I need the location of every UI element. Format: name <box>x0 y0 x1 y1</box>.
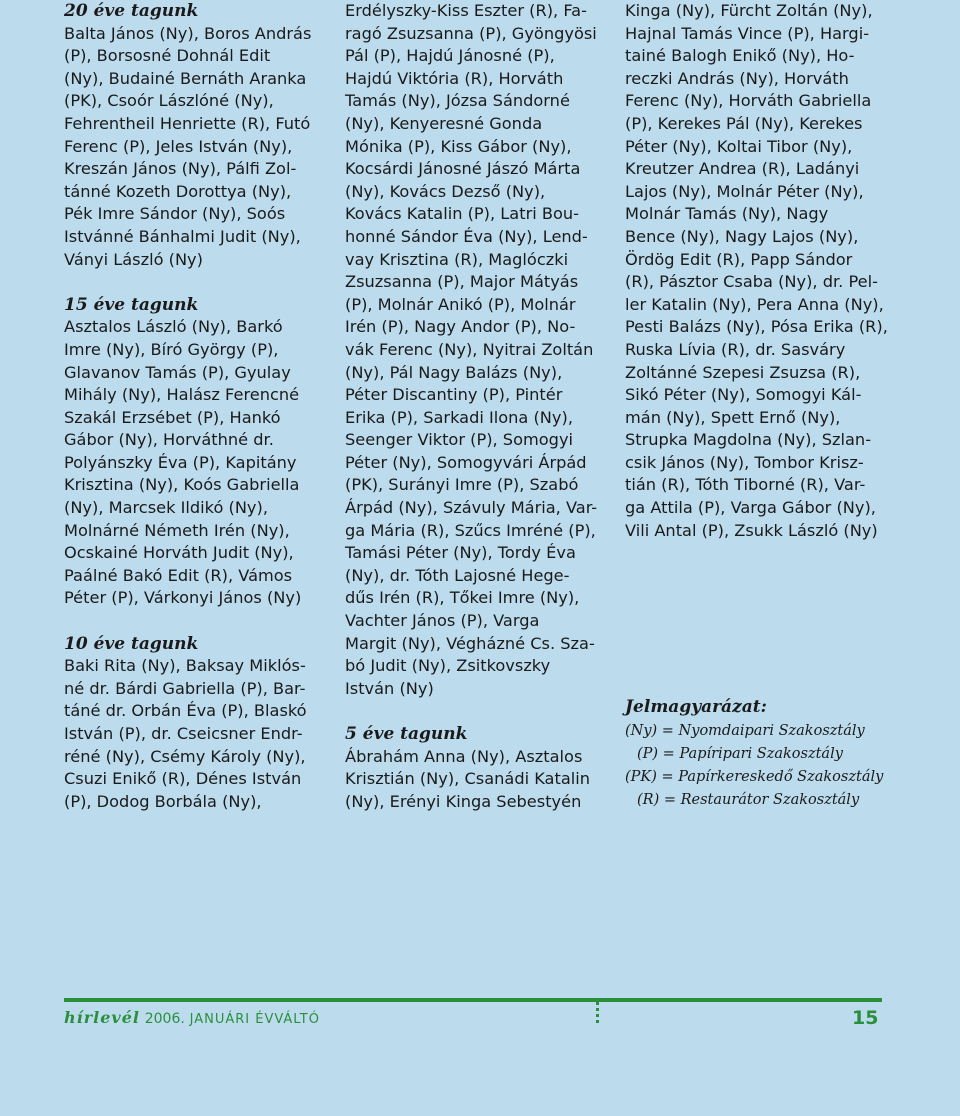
text-line: Péter (Ny), Somogyvári Árpád <box>345 452 587 472</box>
text-line: Molnárné Németh Irén (Ny), <box>64 520 290 540</box>
text-line: (PK), Surányi Imre (P), Szabó <box>345 475 579 495</box>
footer-issue: JANUÁRI ÉVVÁLTÓ <box>189 1012 320 1027</box>
text-line: ler Katalin (Ny), Pera Anna (Ny), <box>625 294 884 314</box>
text-line: Kovács Katalin (P), Latri Bou- <box>345 204 579 224</box>
text-line: táné dr. Orbán Éva (P), Blaskó <box>64 701 307 721</box>
text-line: Csuzi Enikő (R), Dénes István <box>64 769 302 789</box>
text-line: vay Krisztina (R), Maglóczki <box>345 249 569 269</box>
footer-brand: hírlevél <box>64 1008 140 1027</box>
text-line: (Ny), Kenyeresné Gonda <box>345 113 543 133</box>
section-heading: 5 éve tagunk <box>345 724 468 744</box>
text-line: Vili Antal (P), Zsukk László (Ny) <box>625 520 878 540</box>
text-line: Glavanov Tamás (P), Gyulay <box>64 362 291 382</box>
text-line: (P), Dodog Borbála (Ny), <box>64 791 262 811</box>
legend-item-ny: (Ny) = Nyomdaipari Szakosztály <box>625 723 865 739</box>
column-3 <box>625 0 915 542</box>
text-line: Ferenc (P), Jeles István (Ny), <box>64 136 293 156</box>
footer-masthead <box>64 1008 320 1027</box>
legend-item-p: (P) = Papíripari Szakosztály <box>637 746 843 762</box>
text-line: dűs Irén (R), Tőkei Imre (Ny), <box>345 588 580 608</box>
text-line: Irén (P), Nagy Andor (P), No- <box>345 317 576 337</box>
text-line: Ványi László (Ny) <box>64 249 203 269</box>
section-heading: 20 éve tagunk <box>64 1 199 21</box>
text-line: Ábrahám Anna (Ny), Asztalos <box>345 746 583 766</box>
text-line: Pál (P), Hajdú Jánosné (P), <box>345 46 555 66</box>
text-line: Kinga (Ny), Fürcht Zoltán (Ny), <box>625 1 873 20</box>
text-line: ga Attila (P), Varga Gábor (Ny), <box>625 498 876 518</box>
text-line: (Ny), Kovács Dezső (Ny), <box>345 181 546 201</box>
section-gap <box>345 700 617 723</box>
text-line: Sikó Péter (Ny), Somogyi Kál- <box>625 385 862 405</box>
text-line: Erdélyszky-Kiss Eszter (R), Fa- <box>345 1 587 20</box>
section-gap <box>64 610 336 633</box>
text-line: Tamás (Ny), Józsa Sándorné <box>345 91 570 111</box>
text-line: Paálné Bakó Edit (R), Vámos <box>64 565 293 585</box>
legend-item-pk: (PK) = Papírkereskedő Szakosztály <box>625 769 884 785</box>
text-line: Erika (P), Sarkadi Ilona (Ny), <box>345 407 573 427</box>
column-1 <box>64 0 336 813</box>
text-line: Fehrentheil Henriette (R), Futó <box>64 113 311 133</box>
text-line: István (P), dr. Cseicsner Endr- <box>64 724 303 743</box>
text-line: Hajdú Viktória (R), Horváth <box>345 68 564 88</box>
text-line: mán (Ny), Spett Ernő (Ny), <box>625 407 841 427</box>
text-line: honné Sándor Éva (Ny), Lend- <box>345 226 588 246</box>
text-line: Balta János (Ny), Boros András <box>64 23 312 43</box>
text-line: Strupka Magdolna (Ny), Szlan- <box>625 430 872 450</box>
text-line: Margit (Ny), Végházné Cs. Sza- <box>345 633 595 653</box>
text-line: Ocskainé Horváth Judit (Ny), <box>64 543 294 563</box>
text-line: Gábor (Ny), Horváthné dr. <box>64 430 274 450</box>
text-line: Ördög Edit (R), Papp Sándor <box>625 249 853 269</box>
text-line: csik János (Ny), Tombor Krisz- <box>625 452 864 472</box>
text-line: Péter (P), Várkonyi János (Ny) <box>64 588 302 608</box>
text-line: Mihály (Ny), Halász Ferencné <box>64 385 300 405</box>
text-line: Zoltánné Szepesi Zsuzsa (R), <box>625 362 861 382</box>
text-line: Tamási Péter (Ny), Tordy Éva <box>345 543 576 563</box>
section-gap <box>64 271 336 294</box>
text-line: Kocsárdi Jánosné Jászó Márta <box>345 159 581 179</box>
section-heading: 10 éve tagunk <box>64 633 199 654</box>
text-line: bó Judit (Ny), Zsitkovszky <box>345 656 551 676</box>
text-line: Seenger Viktor (P), Somogyi <box>345 430 574 450</box>
legend-item-r: (R) = Restaurátor Szakosztály <box>637 792 860 808</box>
column-2 <box>345 0 617 813</box>
text-line: (Ny), Pál Nagy Balázs (Ny), <box>345 362 563 382</box>
text-line: Krisztián (Ny), Csanádi Katalin <box>345 769 591 789</box>
text-line: Baki Rita (Ny), Baksay Miklós- <box>64 656 306 676</box>
text-line: Bence (Ny), Nagy Lajos (Ny), <box>625 226 859 246</box>
text-line: Krisztina (Ny), Koós Gabriella <box>64 475 300 495</box>
text-line: (R), Pásztor Csaba (Ny), dr. Pel- <box>625 272 878 292</box>
page-number: 15 <box>852 1007 879 1029</box>
text-line: reczki András (Ny), Horváth <box>625 68 849 88</box>
text-line: Ferenc (Ny), Horváth Gabriella <box>625 91 872 111</box>
text-line: (Ny), Budainé Bernáth Aranka <box>64 68 307 88</box>
text-line: Péter Discantiny (P), Pintér <box>345 385 563 405</box>
text-line: (P), Borsosné Dohnál Edit <box>64 46 271 66</box>
text-line: (PK), Csoór Lászlóné (Ny), <box>64 91 274 111</box>
text-line: (Ny), dr. Tóth Lajosné Hege- <box>345 565 570 585</box>
text-line: Pék Imre Sándor (Ny), Soós <box>64 204 286 224</box>
text-line: Asztalos László (Ny), Barkó <box>64 317 283 337</box>
footer-rule <box>64 998 882 1002</box>
text-line: (P), Molnár Anikó (P), Molnár <box>345 294 576 314</box>
text-line: Péter (Ny), Koltai Tibor (Ny), <box>625 136 853 156</box>
text-line: Hajnal Tamás Vince (P), Hargi- <box>625 23 870 43</box>
text-line: (Ny), Erényi Kinga Sebestyén <box>345 791 582 811</box>
text-line: tainé Balogh Enikő (Ny), Ho- <box>625 46 855 66</box>
text-line: tánné Kozeth Dorottya (Ny), <box>64 181 292 201</box>
text-line: Pesti Balázs (Ny), Pósa Erika (R), <box>625 317 888 337</box>
text-line: ga Mária (R), Szűcs Imréné (P), <box>345 520 596 540</box>
text-line: (Ny), Marcsek Ildikó (Ny), <box>64 498 268 518</box>
text-line: Ruska Lívia (R), dr. Sasváry <box>625 339 846 359</box>
footer-dots <box>596 1002 600 1026</box>
text-line: vák Ferenc (Ny), Nyitrai Zoltán <box>345 339 594 359</box>
text-line: Polyánszky Éva (P), Kapitány <box>64 452 297 472</box>
text-line: Molnár Tamás (Ny), Nagy <box>625 204 829 224</box>
text-line: Mónika (P), Kiss Gábor (Ny), <box>345 136 572 156</box>
section-heading: 15 éve tagunk <box>64 294 199 315</box>
text-line: Istvánné Bánhalmi Judit (Ny), <box>64 226 301 246</box>
text-line: Vachter János (P), Varga <box>345 611 540 631</box>
text-line: (P), Kerekes Pál (Ny), Kerekes <box>625 113 863 133</box>
text-line: Zsuzsanna (P), Major Mátyás <box>345 272 579 292</box>
text-line: réné (Ny), Csémy Károly (Ny), <box>64 746 306 766</box>
footer-year: 2006. <box>144 1011 185 1027</box>
text-line: Kreszán János (Ny), Pálfi Zol- <box>64 159 297 179</box>
text-line: Imre (Ny), Bíró György (P), <box>64 339 279 359</box>
text-line: ragó Zsuzsanna (P), Gyöngyösi <box>345 23 597 43</box>
text-line: István (Ny) <box>345 678 434 698</box>
legend-title: Jelmagyarázat: <box>625 697 767 717</box>
text-line: né dr. Bárdi Gabriella (P), Bar- <box>64 678 306 698</box>
text-line: Szakál Erzsébet (P), Hankó <box>64 407 281 427</box>
text-line: Kreutzer Andrea (R), Ladányi <box>625 159 860 179</box>
text-line: Lajos (Ny), Molnár Péter (Ny), <box>625 181 864 201</box>
text-line: Árpád (Ny), Szávuly Mária, Var- <box>345 498 598 518</box>
text-line: tián (R), Tóth Tiborné (R), Var- <box>625 475 866 495</box>
